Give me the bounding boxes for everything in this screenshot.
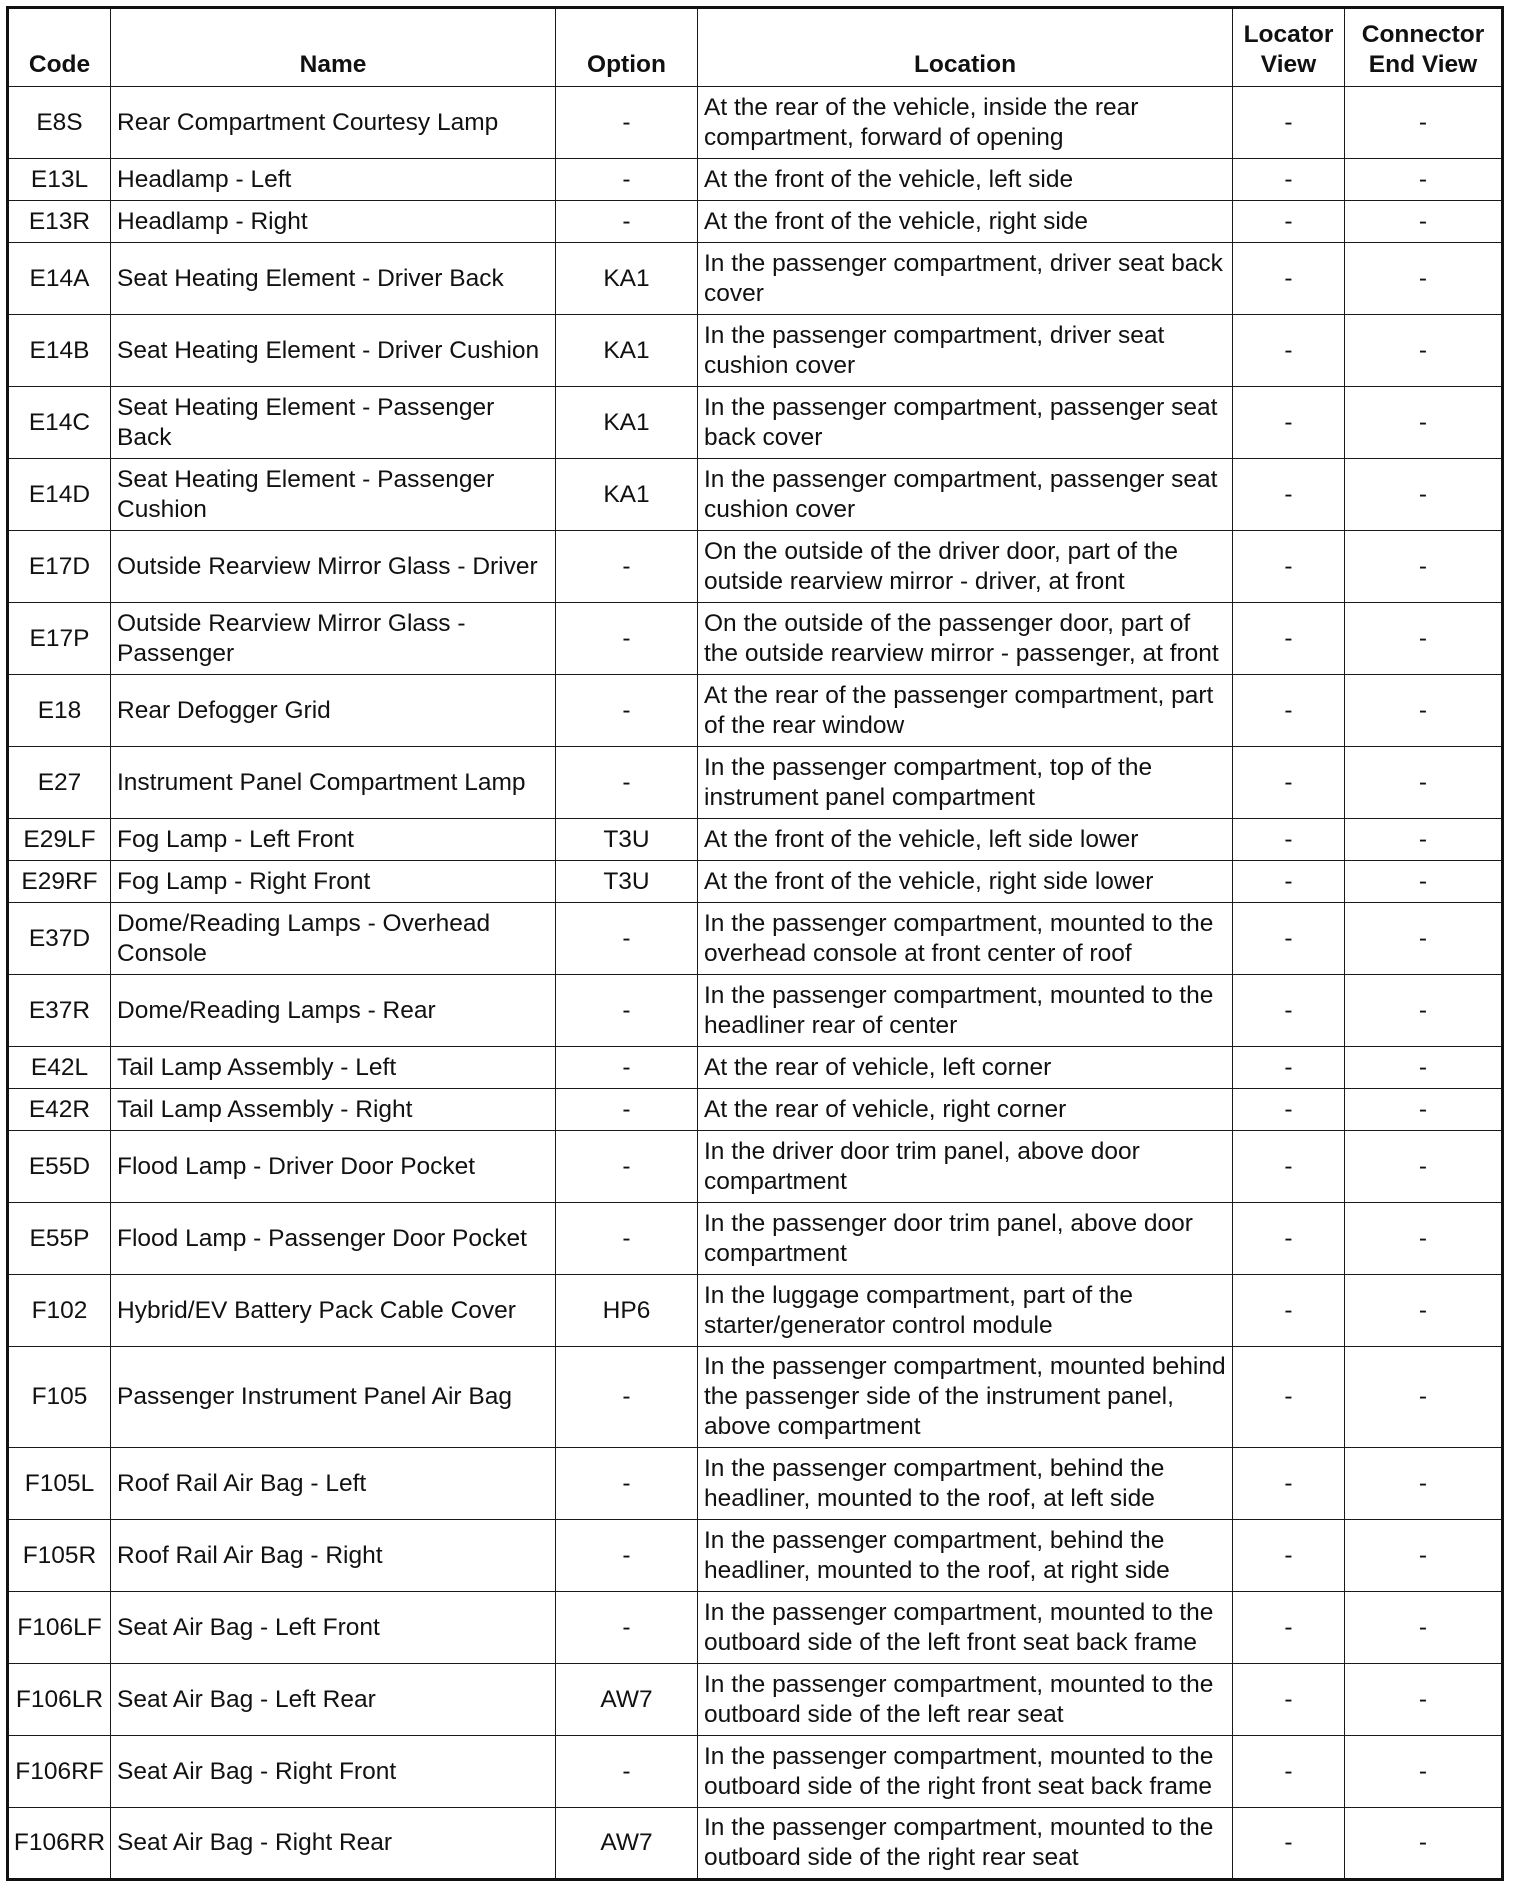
cell-name: Seat Heating Element - Passenger Cushion [111, 459, 556, 531]
cell-option: - [556, 1736, 698, 1808]
cell-name: Seat Air Bag - Right Rear [111, 1808, 556, 1880]
table-row [8, 675, 1503, 747]
cell-name: Dome/Reading Lamps - Overhead Console [111, 903, 556, 975]
cell-code: E29LF [8, 819, 111, 861]
table-row [8, 819, 1503, 861]
cell-name: Instrument Panel Compartment Lamp [111, 747, 556, 819]
cell-option: T3U [556, 861, 698, 903]
table-row [8, 159, 1503, 201]
cell-code: E55P [8, 1203, 111, 1275]
cell-code: F102 [8, 1275, 111, 1347]
cell-name: Flood Lamp - Passenger Door Pocket [111, 1203, 556, 1275]
cell-locator-view: - [1233, 1592, 1345, 1664]
cell-name: Seat Air Bag - Right Front [111, 1736, 556, 1808]
cell-location: On the outside of the driver door, part of the outside rearview mirror - driver, at front [698, 531, 1233, 603]
table-row [8, 459, 1503, 531]
cell-name: Roof Rail Air Bag - Right [111, 1520, 556, 1592]
cell-code: E14D [8, 459, 111, 531]
cell-location: In the passenger compartment, driver seat cushion cover [698, 315, 1233, 387]
cell-name: Rear Compartment Courtesy Lamp [111, 87, 556, 159]
cell-connector-end-view: - [1345, 819, 1503, 861]
table-row [8, 1592, 1503, 1664]
cell-option: - [556, 603, 698, 675]
cell-locator-view: - [1233, 1275, 1345, 1347]
table-row [8, 1520, 1503, 1592]
cell-option: - [556, 675, 698, 747]
cell-locator-view: - [1233, 1448, 1345, 1520]
cell-connector-end-view: - [1345, 1089, 1503, 1131]
cell-option: - [556, 747, 698, 819]
cell-location: In the passenger compartment, behind the headliner, mounted to the roof, at right side [698, 1520, 1233, 1592]
cell-option: - [556, 1047, 698, 1089]
cell-code: E17P [8, 603, 111, 675]
cell-code: E14C [8, 387, 111, 459]
cell-code: E14B [8, 315, 111, 387]
cell-locator-view: - [1233, 1089, 1345, 1131]
cell-location: In the passenger compartment, mounted to the overhead console at front center of roof [698, 903, 1233, 975]
cell-code: E42R [8, 1089, 111, 1131]
table-row [8, 603, 1503, 675]
table-row [8, 747, 1503, 819]
cell-locator-view: - [1233, 531, 1345, 603]
cell-location: At the front of the vehicle, right side lower [698, 861, 1233, 903]
table-row [8, 201, 1503, 243]
cell-option: - [556, 1592, 698, 1664]
component-locator-table [6, 6, 1504, 1881]
cell-connector-end-view: - [1345, 387, 1503, 459]
cell-location: In the driver door trim panel, above door compartment [698, 1131, 1233, 1203]
cell-code: E29RF [8, 861, 111, 903]
cell-connector-end-view: - [1345, 1131, 1503, 1203]
table-row [8, 1089, 1503, 1131]
cell-connector-end-view: - [1345, 1808, 1503, 1880]
cell-name: Fog Lamp - Left Front [111, 819, 556, 861]
cell-code: E37D [8, 903, 111, 975]
cell-locator-view: - [1233, 861, 1345, 903]
table-row [8, 1203, 1503, 1275]
table-row [8, 1275, 1503, 1347]
cell-location: At the front of the vehicle, left side [698, 159, 1233, 201]
header-code: Code [8, 8, 111, 87]
cell-connector-end-view: - [1345, 603, 1503, 675]
cell-code: E42L [8, 1047, 111, 1089]
cell-connector-end-view: - [1345, 1047, 1503, 1089]
cell-option: HP6 [556, 1275, 698, 1347]
cell-location: In the passenger compartment, mounted to the outboard side of the right front seat back frame [698, 1736, 1233, 1808]
header-locator-view: Locator View [1233, 8, 1345, 87]
cell-location: In the passenger compartment, passenger seat cushion cover [698, 459, 1233, 531]
table-row [8, 1736, 1503, 1808]
cell-location: At the rear of vehicle, left corner [698, 1047, 1233, 1089]
cell-name: Tail Lamp Assembly - Left [111, 1047, 556, 1089]
cell-location: In the passenger compartment, driver seat back cover [698, 243, 1233, 315]
cell-connector-end-view: - [1345, 459, 1503, 531]
cell-option: - [556, 1347, 698, 1448]
cell-connector-end-view: - [1345, 159, 1503, 201]
cell-name: Outside Rearview Mirror Glass - Driver [111, 531, 556, 603]
cell-location: At the rear of the vehicle, inside the rear compartment, forward of opening [698, 87, 1233, 159]
cell-name: Seat Air Bag - Left Front [111, 1592, 556, 1664]
cell-code: F106LR [8, 1664, 111, 1736]
cell-location: In the passenger compartment, passenger seat back cover [698, 387, 1233, 459]
table-row [8, 243, 1503, 315]
cell-code: F106LF [8, 1592, 111, 1664]
cell-connector-end-view: - [1345, 1664, 1503, 1736]
cell-locator-view: - [1233, 387, 1345, 459]
table-row [8, 1664, 1503, 1736]
cell-name: Rear Defogger Grid [111, 675, 556, 747]
cell-option: KA1 [556, 315, 698, 387]
cell-locator-view: - [1233, 603, 1345, 675]
cell-name: Outside Rearview Mirror Glass - Passenger [111, 603, 556, 675]
cell-name: Passenger Instrument Panel Air Bag [111, 1347, 556, 1448]
cell-locator-view: - [1233, 1736, 1345, 1808]
table-row [8, 531, 1503, 603]
cell-option: T3U [556, 819, 698, 861]
table-body [8, 87, 1503, 1880]
cell-code: E13R [8, 201, 111, 243]
cell-connector-end-view: - [1345, 675, 1503, 747]
cell-locator-view: - [1233, 819, 1345, 861]
cell-code: F106RF [8, 1736, 111, 1808]
cell-location: In the passenger compartment, mounted to the outboard side of the right rear seat [698, 1808, 1233, 1880]
table-row [8, 1347, 1503, 1448]
cell-name: Headlamp - Right [111, 201, 556, 243]
cell-location: In the passenger compartment, mounted to the headliner rear of center [698, 975, 1233, 1047]
table-row [8, 1448, 1503, 1520]
table-row [8, 87, 1503, 159]
header-connector-end-view: Connector End View [1345, 8, 1503, 87]
cell-name: Hybrid/EV Battery Pack Cable Cover [111, 1275, 556, 1347]
cell-code: E17D [8, 531, 111, 603]
cell-connector-end-view: - [1345, 1347, 1503, 1448]
cell-option: - [556, 159, 698, 201]
cell-code: E55D [8, 1131, 111, 1203]
cell-connector-end-view: - [1345, 1592, 1503, 1664]
header-location: Location [698, 8, 1233, 87]
cell-connector-end-view: - [1345, 1736, 1503, 1808]
cell-connector-end-view: - [1345, 747, 1503, 819]
cell-name: Seat Heating Element - Driver Cushion [111, 315, 556, 387]
table-row [8, 903, 1503, 975]
cell-location: In the passenger door trim panel, above door compartment [698, 1203, 1233, 1275]
cell-name: Seat Heating Element - Passenger Back [111, 387, 556, 459]
cell-option: - [556, 87, 698, 159]
cell-option: - [556, 1203, 698, 1275]
cell-code: F105L [8, 1448, 111, 1520]
cell-option: - [556, 1520, 698, 1592]
cell-code: E8S [8, 87, 111, 159]
cell-locator-view: - [1233, 675, 1345, 747]
cell-option: KA1 [556, 243, 698, 315]
cell-locator-view: - [1233, 1131, 1345, 1203]
cell-connector-end-view: - [1345, 201, 1503, 243]
cell-locator-view: - [1233, 975, 1345, 1047]
cell-connector-end-view: - [1345, 903, 1503, 975]
cell-option: - [556, 903, 698, 975]
cell-locator-view: - [1233, 159, 1345, 201]
cell-option: - [556, 975, 698, 1047]
cell-location: In the luggage compartment, part of the starter/generator control module [698, 1275, 1233, 1347]
table-row [8, 1808, 1503, 1880]
cell-locator-view: - [1233, 1664, 1345, 1736]
cell-code: E13L [8, 159, 111, 201]
cell-connector-end-view: - [1345, 1520, 1503, 1592]
cell-locator-view: - [1233, 747, 1345, 819]
cell-location: At the rear of the passenger compartment, part of the rear window [698, 675, 1233, 747]
cell-option: - [556, 1448, 698, 1520]
cell-option: AW7 [556, 1808, 698, 1880]
cell-option: KA1 [556, 459, 698, 531]
table-row [8, 975, 1503, 1047]
cell-location: On the outside of the passenger door, part of the outside rearview mirror - passenger, at front [698, 603, 1233, 675]
table-row [8, 861, 1503, 903]
cell-code: E27 [8, 747, 111, 819]
cell-name: Seat Air Bag - Left Rear [111, 1664, 556, 1736]
cell-code: F105 [8, 1347, 111, 1448]
cell-option: AW7 [556, 1664, 698, 1736]
cell-name: Fog Lamp - Right Front [111, 861, 556, 903]
cell-name: Dome/Reading Lamps - Rear [111, 975, 556, 1047]
cell-name: Seat Heating Element - Driver Back [111, 243, 556, 315]
cell-code: F105R [8, 1520, 111, 1592]
cell-connector-end-view: - [1345, 861, 1503, 903]
cell-code: F106RR [8, 1808, 111, 1880]
table-row [8, 387, 1503, 459]
cell-locator-view: - [1233, 315, 1345, 387]
cell-option: - [556, 201, 698, 243]
cell-option: KA1 [556, 387, 698, 459]
cell-location: At the front of the vehicle, right side [698, 201, 1233, 243]
cell-locator-view: - [1233, 1203, 1345, 1275]
cell-option: - [556, 1131, 698, 1203]
cell-locator-view: - [1233, 1347, 1345, 1448]
cell-name: Tail Lamp Assembly - Right [111, 1089, 556, 1131]
cell-code: E37R [8, 975, 111, 1047]
table-row [8, 1047, 1503, 1089]
cell-locator-view: - [1233, 1047, 1345, 1089]
table-row [8, 315, 1503, 387]
cell-connector-end-view: - [1345, 87, 1503, 159]
cell-locator-view: - [1233, 903, 1345, 975]
cell-locator-view: - [1233, 1808, 1345, 1880]
cell-locator-view: - [1233, 87, 1345, 159]
header-row [8, 8, 1503, 87]
cell-location: At the front of the vehicle, left side lower [698, 819, 1233, 861]
cell-connector-end-view: - [1345, 1203, 1503, 1275]
cell-code: E18 [8, 675, 111, 747]
cell-connector-end-view: - [1345, 1448, 1503, 1520]
cell-location: In the passenger compartment, mounted to the outboard side of the left rear seat [698, 1664, 1233, 1736]
cell-location: In the passenger compartment, mounted to the outboard side of the left front seat back frame [698, 1592, 1233, 1664]
cell-name: Roof Rail Air Bag - Left [111, 1448, 556, 1520]
cell-location: In the passenger compartment, top of the instrument panel compartment [698, 747, 1233, 819]
cell-location: At the rear of vehicle, right corner [698, 1089, 1233, 1131]
cell-connector-end-view: - [1345, 315, 1503, 387]
table-row [8, 1131, 1503, 1203]
cell-name: Flood Lamp - Driver Door Pocket [111, 1131, 556, 1203]
cell-locator-view: - [1233, 243, 1345, 315]
cell-name: Headlamp - Left [111, 159, 556, 201]
header-option: Option [556, 8, 698, 87]
cell-connector-end-view: - [1345, 1275, 1503, 1347]
cell-code: E14A [8, 243, 111, 315]
cell-option: - [556, 531, 698, 603]
cell-connector-end-view: - [1345, 975, 1503, 1047]
cell-locator-view: - [1233, 201, 1345, 243]
cell-locator-view: - [1233, 459, 1345, 531]
header-name: Name [111, 8, 556, 87]
cell-location: In the passenger compartment, behind the headliner, mounted to the roof, at left side [698, 1448, 1233, 1520]
cell-option: - [556, 1089, 698, 1131]
cell-connector-end-view: - [1345, 243, 1503, 315]
cell-location: In the passenger compartment, mounted behind the passenger side of the instrument panel, above compartment [698, 1347, 1233, 1448]
cell-locator-view: - [1233, 1520, 1345, 1592]
cell-connector-end-view: - [1345, 531, 1503, 603]
